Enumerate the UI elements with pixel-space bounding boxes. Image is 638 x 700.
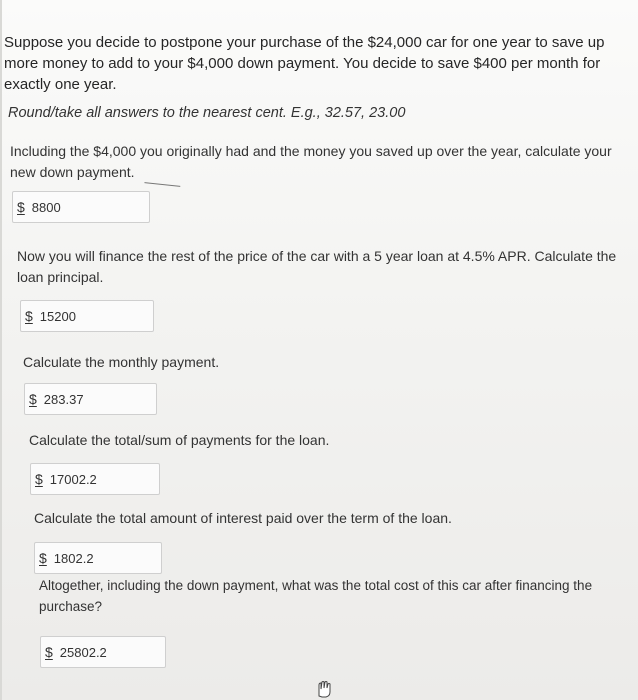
problem-intro: Suppose you decide to postpone your purchase of the $24,000 car for one year to save up more money to add to your $4,000 down payment. You decide to save $400 per month for exactly one year.: [4, 34, 605, 93]
question-total-interest: Calculate the total amount of interest paid over the term of the loan.: [34, 510, 452, 526]
total-payments-answer-field[interactable]: [30, 463, 160, 495]
dollar-sign: $: [29, 391, 37, 407]
dollar-sign: $: [39, 550, 47, 566]
total-cost-answer-value: 25802.2: [59, 644, 107, 660]
dollar-sign: $: [35, 471, 43, 487]
rounding-instruction: [8, 105, 405, 121]
loan-principal-answer-field[interactable]: [20, 300, 154, 332]
total-payments-answer-value: 17002.2: [49, 471, 97, 487]
question-monthly-payment: Calculate the monthly payment.: [23, 354, 220, 370]
total-cost-answer-field[interactable]: [40, 636, 166, 668]
question-total-cost: Altogether, including the down payment, what was the total cost of this car after financing the purchase?: [39, 578, 593, 614]
mouse-pointer-icon: [316, 678, 334, 698]
left-edge-divider: [0, 0, 2, 700]
loan-principal-answer-value: 15200: [39, 308, 76, 324]
monthly-payment-answer-field[interactable]: [24, 383, 157, 415]
dollar-sign: $: [25, 308, 33, 324]
question-total-payments: Calculate the total/sum of payments for the loan.: [29, 432, 330, 448]
monthly-payment-answer-value: 283.37: [43, 391, 84, 407]
dollar-sign: $: [17, 199, 25, 215]
pen-underline-mark: [144, 170, 181, 187]
dollar-sign: $: [45, 644, 53, 660]
rounding-instruction-text: Round/take all answers to the nearest cent. E.g., 32.57, 23.00: [8, 105, 406, 121]
question-down-payment: Including the $4,000 you originally had and the money you saved up over the year, calculate your new down payment.: [10, 143, 612, 180]
down-payment-answer-field[interactable]: [12, 191, 150, 223]
total-interest-answer-field[interactable]: [34, 542, 162, 574]
question-loan-principal: Now you will finance the rest of the price of the car with a 5 year loan at 4.5% APR. Calculate the loan principal.: [17, 248, 617, 285]
down-payment-answer-value: 8800: [31, 199, 61, 215]
total-interest-answer-value: 1802.2: [53, 550, 94, 566]
